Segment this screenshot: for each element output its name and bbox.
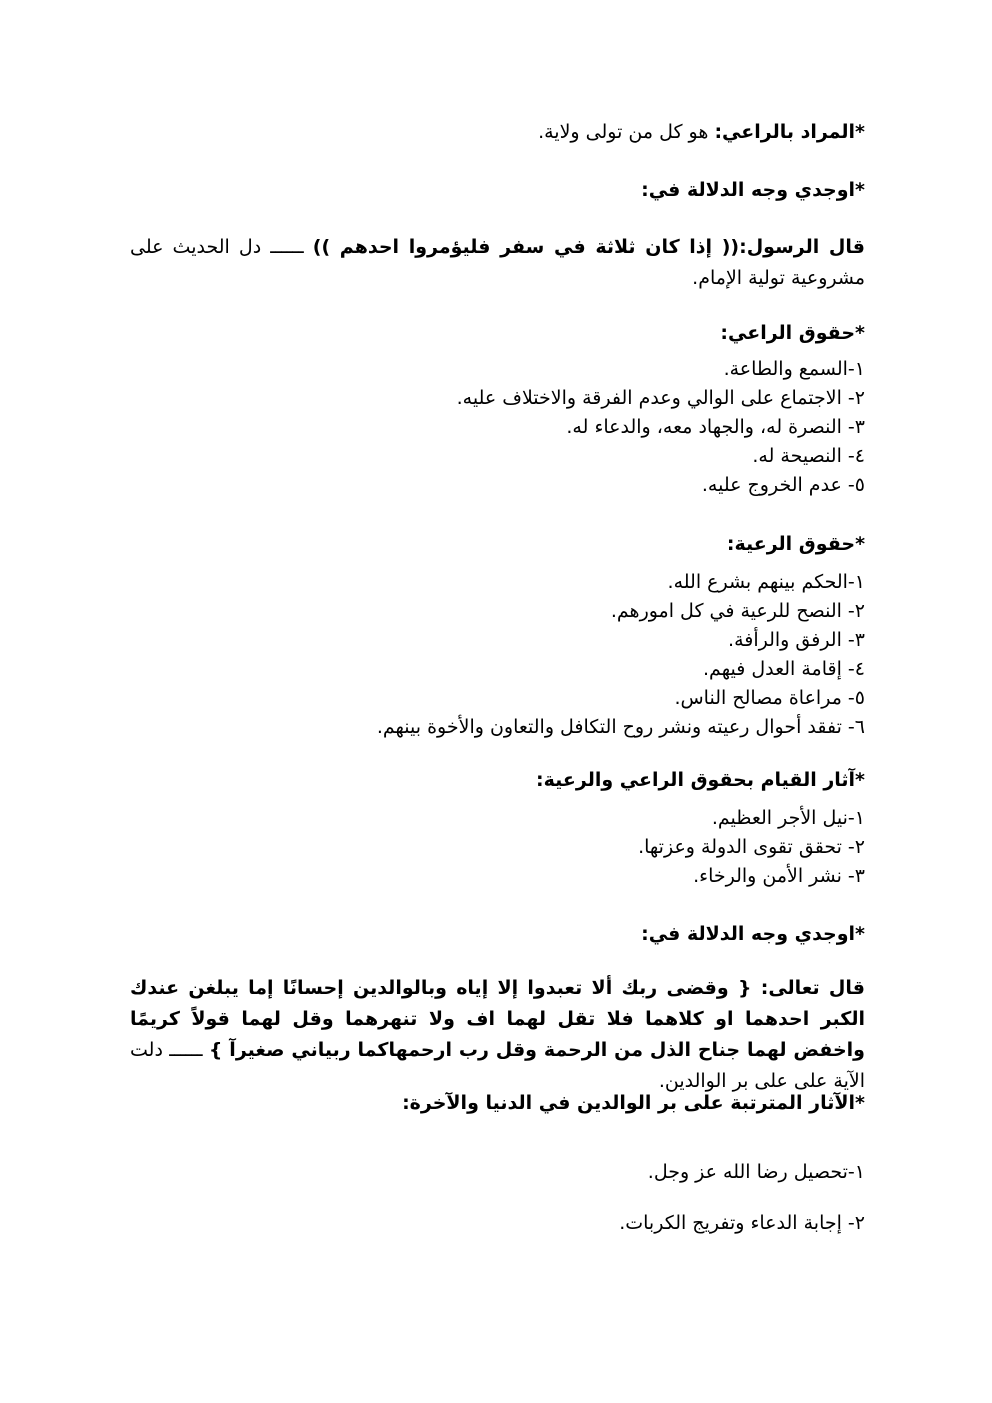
hadith-quote: قال الرسول:(( إذا كان ثلاثة في سفر فليؤمروا احدهم )) xyxy=(312,236,865,258)
list-huquq-raai xyxy=(130,355,865,500)
ayah-explanation: دلت الآية على على بر الوالدين. xyxy=(130,1039,865,1092)
hadith-paragraph xyxy=(130,232,865,294)
list-item: ٢- النصح للرعية في كل امورهم. xyxy=(610,600,865,622)
list-item: ١-السمع والطاعة. xyxy=(723,358,865,380)
list-item: ٤- النصيحة له. xyxy=(752,445,865,467)
heading-dalala-1: *اوجدي وجه الدلالة في: xyxy=(641,179,865,201)
list-item: ٥- مراعاة مصالح الناس. xyxy=(674,687,865,709)
list-item: ٥- عدم الخروج عليه. xyxy=(701,474,865,496)
list-item: ١-تحصيل رضا الله عز وجل. xyxy=(647,1161,865,1183)
list-item: ١-الحكم بينهم بشرع الله. xyxy=(667,571,865,593)
heading-huquq-raai: *حقوق الراعي: xyxy=(720,322,865,344)
list-item: ٢- الاجتماع على الوالي وعدم الفرقة والاختلاف عليه. xyxy=(456,387,865,409)
heading-athar-qiyam: *آثار القيام بحقوق الراعي والرعية: xyxy=(536,769,865,791)
heading-dalala-2: *اوجدي وجه الدلالة في: xyxy=(641,923,865,945)
definition-text: هو كل من تولى ولاية. xyxy=(538,121,709,143)
list-item: ١-نيل الأجر العظيم. xyxy=(711,807,865,829)
definition-line xyxy=(130,117,865,148)
list-item: ٤- إقامة العدل فيهم. xyxy=(703,658,865,680)
hadith-explanation: دل الحديث على مشروعية تولية الإمام. xyxy=(130,236,865,289)
ayah-quote: قال تعالى: { وقضى ربك ألا تعبدوا إلا إياه وبالوالدين إحسانًا إما يبلغن عندك الكبر احدهما او كلاهما فلا تقل لهما اف ولا تنهرهما وقل لهما قولاً كريمًا واخفض لهما جناح الذل من الرحمة وقل رب ارحمهاكما ربياني صغيرآ } xyxy=(130,977,865,1061)
list-item: ٦- تفقد أحوال رعيته ونشر روح التكافل والتعاون والأخوة بينهم. xyxy=(376,716,865,738)
list-item: ٢- تحقق تقوى الدولة وعزتها. xyxy=(638,836,865,858)
list-item: ٢- إجابة الدعاء وتفريج الكربات. xyxy=(619,1212,865,1234)
list-item: ٣- الرفق والرأفة. xyxy=(728,629,865,651)
list-huquq-raiyya xyxy=(130,568,865,742)
list-item: ٣- نشر الأمن والرخاء. xyxy=(693,865,865,887)
heading-athar-birr: *الآثار المترتبة على بر الوالدين في الدنيا والآخرة: xyxy=(402,1092,865,1114)
hadith-dash: ــــــ xyxy=(270,236,304,258)
ayah-paragraph xyxy=(130,973,865,1097)
list-item: ٣- النصرة له، والجهاد معه، والدعاء له. xyxy=(566,416,865,438)
ayah-dash: ــــــ xyxy=(169,1039,203,1061)
definition-term: *المراد بالراعي: xyxy=(714,121,865,143)
heading-huquq-raiyya: *حقوق الرعية: xyxy=(726,533,865,555)
list-athar-qiyam xyxy=(130,804,865,891)
